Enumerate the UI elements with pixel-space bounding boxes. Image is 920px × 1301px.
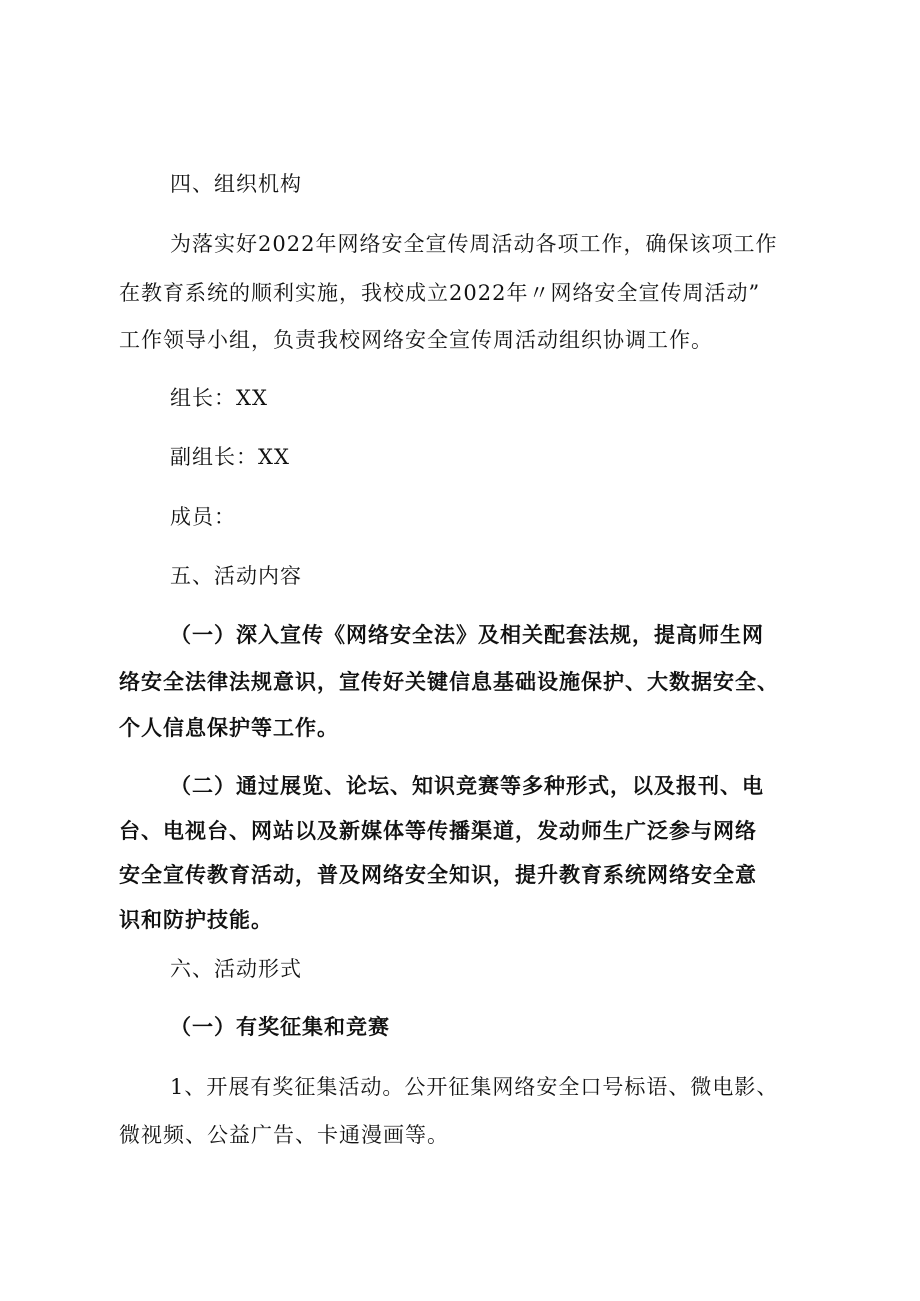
section-4-paragraph-line-1: 为落实好2022年网络安全宣传周活动各项工作，确保该项工作 xyxy=(170,232,778,256)
section-5-item-1-line-3: 个人信息保护等工作。 xyxy=(119,715,339,740)
section-4-paragraph-line-3: 工作领导小组，负责我校网络安全宣传周活动组织协调工作。 xyxy=(119,328,713,352)
section-6-subheading: （一）有奖征集和竞赛 xyxy=(170,1014,390,1039)
section-5-item-2-line-4: 识和防护技能。 xyxy=(119,907,273,932)
section-5-item-2-line-1: （二）通过展览、论坛、知识竞赛等多种形式，以及报刊、电 xyxy=(170,773,764,798)
section-5-item-1-line-1: （一）深入宣传《网络安全法》及相关配套法规，提高师生网 xyxy=(170,622,764,647)
section-5-item-1-line-2: 络安全法律法规意识，宣传好关键信息基础设施保护、大数据安全、 xyxy=(119,669,779,694)
section-6-heading: 六、活动形式 xyxy=(170,957,302,981)
section-5-item-2-line-3: 安全宣传教育活动，普及网络安全知识，提升教育系统网络安全意 xyxy=(119,862,757,887)
leader-line: 组长：XX xyxy=(170,386,268,410)
section-5-item-2-line-2: 台、电视台、网站以及新媒体等传播渠道，发动师生广泛参与网络 xyxy=(119,818,757,843)
section-6-item-1-line-1: 1、开展有奖征集活动。公开征集网络安全口号标语、微电影、 xyxy=(170,1075,779,1099)
section-6-item-1-line-2: 微视频、公益广告、卡通漫画等。 xyxy=(119,1123,449,1147)
section-4-heading: 四、组织机构 xyxy=(170,172,302,196)
deputy-leader-line: 副组长：XX xyxy=(170,445,290,469)
members-line: 成员： xyxy=(170,505,236,529)
section-4-paragraph-line-2: 在教育系统的顺利实施，我校成立2022年〃网络安全宣传周活动” xyxy=(119,281,761,305)
section-5-heading: 五、活动内容 xyxy=(170,564,302,588)
